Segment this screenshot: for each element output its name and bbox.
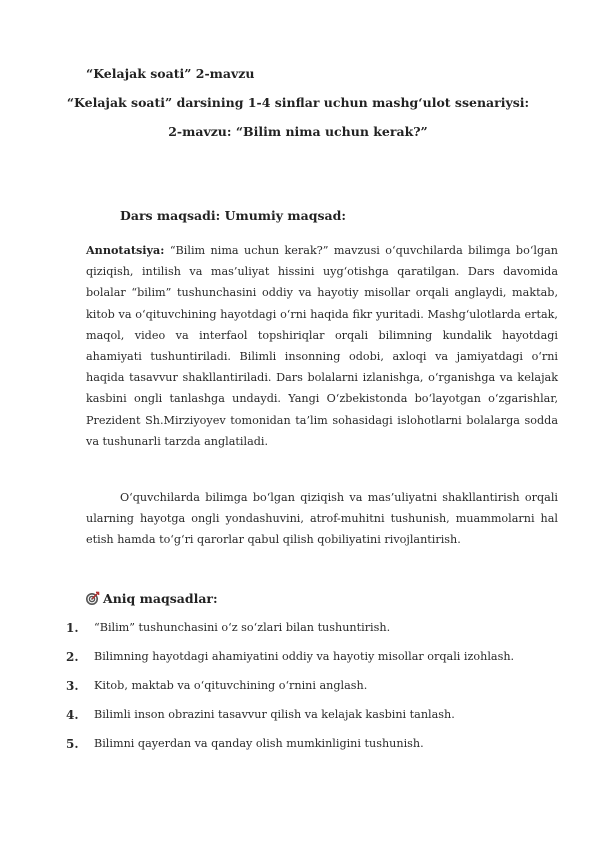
list-item-number: 1. — [66, 621, 79, 635]
annotation-text: “Bilim nima uchun kerak?” mavzusi o‘quvchilarda bilimga bo‘lgan qiziqish, intilish va mas’uliyat hissini uyg‘otishga qaratilgan. Dars davomida bolalar “bilim” tushunchasini oddiy va hayotiy misollar orqali anglaydi, maktab, kitob va o‘qituvchining hayotdagi o‘rni haqida fikr yuritadi. Mashg‘ulotlarda ertak, maqol, video va interfaol topshiriqlar orqali bilimning kundalik hayotdagi ahamiyati tushuntiriladi. Bilimli insonning odobi, axloqi va jamiyatdagi o‘rni haqida tasavvur shakllantiriladi. Dars bolalarni izlanishga, o‘rganishga va kelajak kasbini ongli tanlashga undaydi. Yangi O‘zbekistonda bo‘layotgan o‘zgarishlar, Prezident Sh.Mirziyoyev tomonidan ta’lim sohasidagi islohotlarni bolalarga sodda va tushunarli tarzda anglatiladi. — [86, 244, 558, 448]
list-item-text: “Bilim” tushunchasini o‘z so‘zlari bilan tushuntirish. — [94, 621, 391, 634]
list-item-number: 2. — [66, 650, 79, 664]
list-item-text: Bilimning hayotdagi ahamiyatini oddiy va hayotiy misollar orqali izohlash. — [94, 650, 515, 663]
list-item-number: 5. — [66, 737, 79, 751]
list-item-text: Bilimli inson obrazini tasavvur qilish va kelajak kasbini tanlash. — [94, 708, 455, 721]
intro-paragraph: O‘quvchilarda bilimga bo‘lgan qiziqish va mas’uliyatni shakllantirish orqali ularning hayotga ongli yondashuvini, atrof-muhitni tushunish, muammolarni hal etish hamda to‘g‘ri qarorlar qabul qilish qobiliyatini rivojlantirish. — [86, 491, 558, 547]
page-subtitle: 2-mavzu: “Bilim nima uchun kerak?” — [168, 124, 428, 139]
goal-label: Dars maqsadi — [120, 208, 216, 223]
list-item-text: Bilimni qayerdan va qanday olish mumkinligini tushunish. — [94, 737, 424, 750]
header-tag: “Kelajak soati” 2-mavzu — [86, 66, 255, 81]
goal-value: Umumiy maqsad: — [224, 208, 346, 223]
list-item — [66, 706, 566, 735]
list-item-number: 3. — [66, 679, 79, 693]
page-title: “Kelajak soati” darsining 1-4 sinflar uchun mashg‘ulot ssenariysi: — [66, 95, 530, 110]
annotation-paragraph — [86, 240, 558, 452]
target-icon — [86, 591, 100, 605]
list-item-number: 4. — [66, 708, 79, 722]
specific-goals-label: Aniq maqsadlar: — [103, 591, 218, 606]
list-item-text: Kitob, maktab va o‘qituvchining o‘rnini anglash. — [94, 679, 368, 692]
lesson-goal: Dars maqsadi: Umumiy maqsad: — [120, 208, 346, 223]
list-item — [66, 735, 566, 764]
annotation-label: Annotatsiya: — [86, 243, 165, 257]
list-item — [66, 677, 566, 706]
list-item — [66, 619, 566, 648]
list-item — [66, 648, 566, 677]
objectives-list — [66, 619, 566, 764]
specific-goals-heading — [86, 591, 218, 606]
